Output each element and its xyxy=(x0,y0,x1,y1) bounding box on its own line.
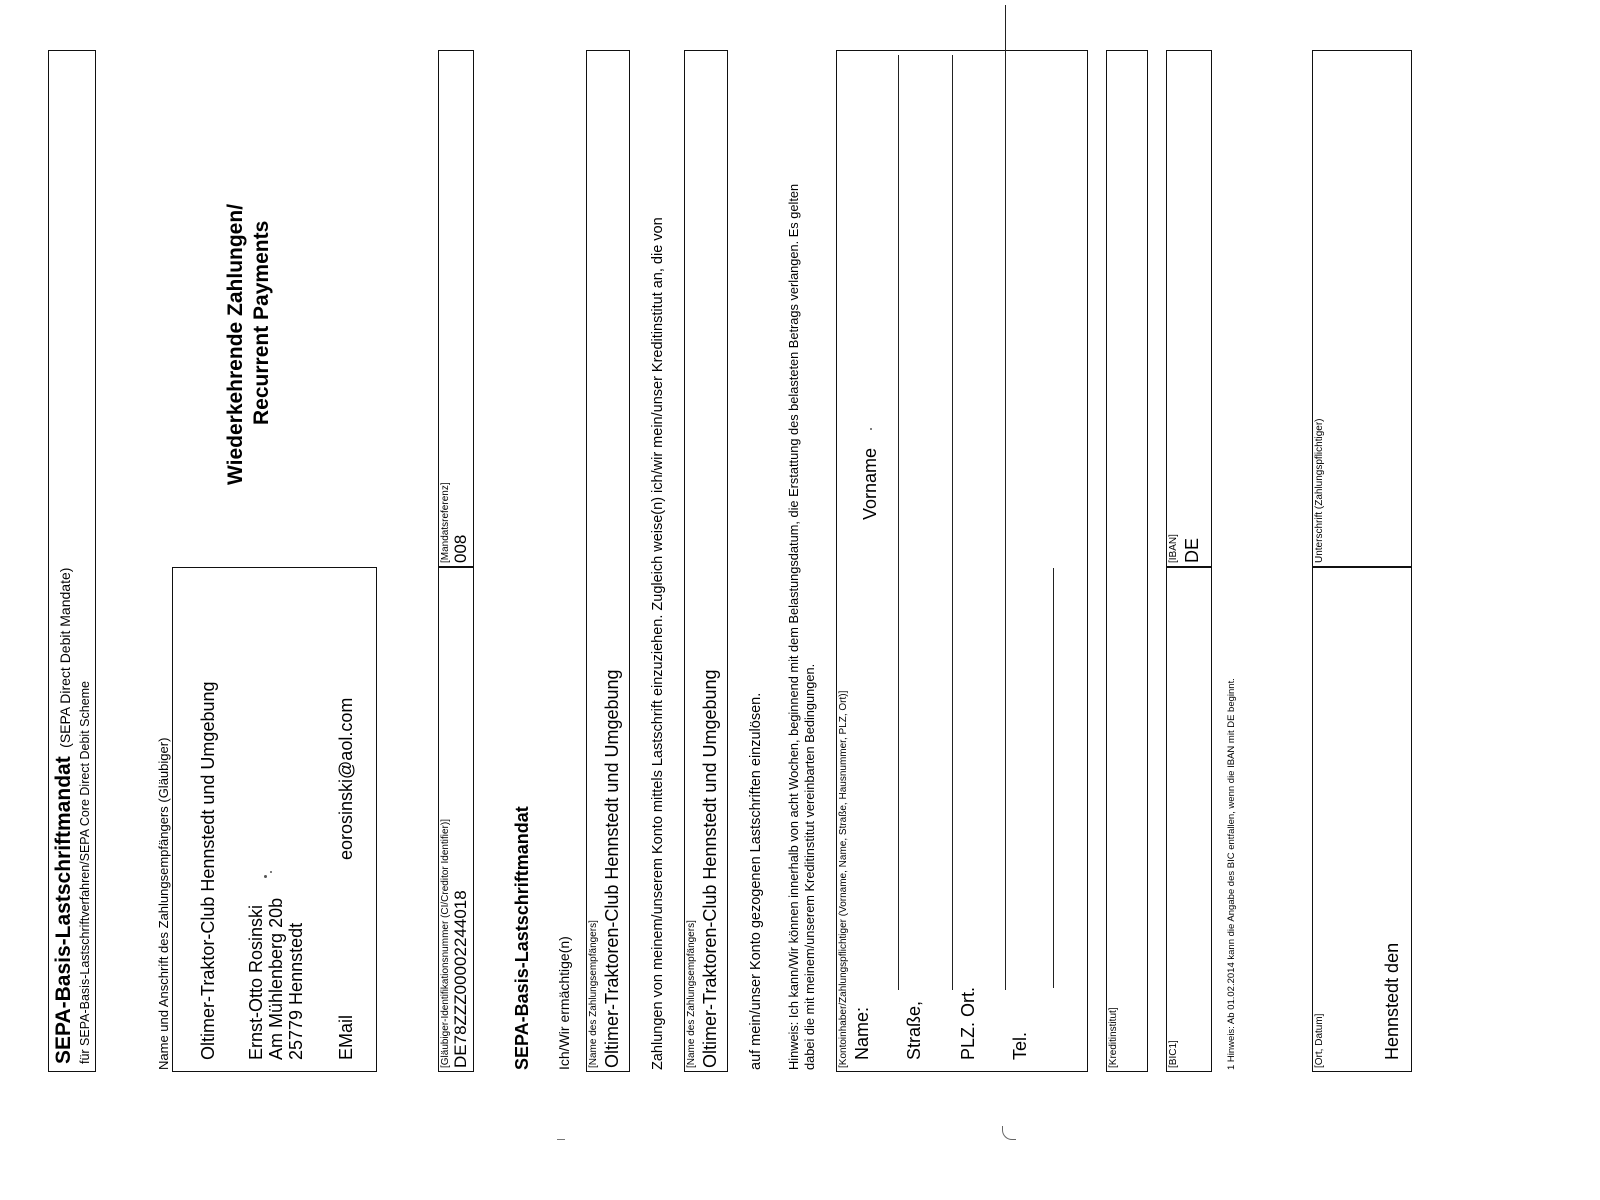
debtor-zip-city-line xyxy=(1005,5,1006,990)
mandate-authorization: Ich/Wir ermächtige(n) xyxy=(556,936,572,1070)
debtor-first-name-label: Vorname xyxy=(860,447,880,520)
debtor-name-line xyxy=(898,55,899,990)
creditor-street: Am Mühlenberg 20b xyxy=(266,897,286,1060)
scan-mark xyxy=(557,1139,565,1140)
debtor-phone-line xyxy=(1053,568,1054,988)
mandate-redeem-text: auf mein/unser Konto gezogenen Lastschriften einzulösen. xyxy=(748,692,764,1070)
form-title: SEPA-Basis-Lastschriftmandat xyxy=(52,756,75,1064)
debtor-label: [Kontoinhaber/Zahlungspflichtiger (Vorname, Name, Straße, Hausnummer, PLZ, Ort)] xyxy=(838,690,849,1068)
creditor-contact-name: Ernst-Otto Rosinski xyxy=(246,904,266,1060)
place-date-label: [Ort, Datum] xyxy=(1314,1013,1325,1068)
payee-label-2: [Name des Zahlungsempfängers] xyxy=(686,920,697,1068)
mandate-collect-text: Zahlungen von meinem/unserem Konto mittels Lastschrift einzuziehen. Zugleich weise(n) ich/wir mein/unser Kreditinstitut an, die von xyxy=(650,217,666,1070)
mandate-notice-line-1: Hinweis: Ich kann/Wir können innerhalb von acht Wochen, beginnend mit dem Belastungsdatum, die Erstattung des belasteten Betrags verlangen. Es gelten xyxy=(786,183,801,1070)
mandate-reference-label: [Mandatsreferenz] xyxy=(440,482,451,563)
iban-label: [IBAN] xyxy=(1168,534,1179,563)
payee-name-2: Oltimer-Traktoren-Club Hennstedt und Umgebung xyxy=(700,669,720,1068)
mandate-notice-line-2: dabei die mit meinem/unserem Kreditinstitut vereinbarten Bedingungen. xyxy=(802,663,817,1070)
creditor-email-label: EMail xyxy=(336,1014,356,1060)
payee-label-1: [Name des Zahlungsempfängers] xyxy=(588,920,599,1068)
bic-label: [BIC1] xyxy=(1168,1040,1179,1068)
form-title-line xyxy=(52,568,77,1064)
mandate-heading: SEPA-Basis-Lastschriftmandat xyxy=(512,806,532,1070)
iban-box xyxy=(1166,50,1212,567)
debtor-zip-city-label: PLZ. Ort. xyxy=(958,986,978,1060)
creditor-email: eorosinski@aol.com xyxy=(336,697,356,860)
debtor-box xyxy=(836,50,1088,1072)
place-date-value: Hennstedt den xyxy=(1382,942,1402,1060)
creditor-section-label: Name und Anschrift des Zahlungsempfängers (Gläubiger) xyxy=(156,737,171,1070)
payment-type-line-2: Recurrent Payments xyxy=(250,220,273,425)
creditor-id-value: DE78ZZZ00002244018 xyxy=(451,890,470,1068)
signature-label: Unterschrift (Zahlungspflichtiger) xyxy=(1314,418,1325,563)
debtor-street-label: Straße, xyxy=(904,1000,924,1060)
debtor-phone-label: Tel. xyxy=(1010,1031,1030,1060)
footnote: 1 Hinweis: Ab 01.02.2014 kann die Angabe des BIC entfallen, wenn die IBAN mit DE beginnt. xyxy=(1226,678,1237,1070)
scan-speck xyxy=(264,875,267,878)
payment-type-line-1: Wiederkehrende Zahlungen/ xyxy=(224,203,247,485)
debtor-street-line xyxy=(952,55,953,990)
creditor-club-name: Oltimer-Traktor-Club Hennstedt und Umgebung xyxy=(198,681,218,1060)
payee-name-1: Oltimer-Traktoren-Club Hennstedt und Umgebung xyxy=(602,669,622,1068)
scan-mark xyxy=(1002,1126,1016,1140)
bic-box xyxy=(1166,567,1212,1072)
scan-speck xyxy=(870,428,872,430)
creditor-city: 25779 Hennstedt xyxy=(286,922,306,1060)
creditor-id-label: [Gläubiger-Identifikationsnummer (CI/Creditor Identifier)] xyxy=(440,819,451,1068)
form-title-suffix: (SEPA Direct Debit Mandate) xyxy=(57,567,73,748)
signature-box xyxy=(1312,50,1412,567)
iban-value: DE xyxy=(1182,537,1202,563)
scan-speck xyxy=(270,871,272,873)
form-subtitle: für SEPA-Basis-Lastschriftverfahren/SEPA Core Direct Debit Scheme xyxy=(78,680,92,1064)
bank-label: [Kreditinstitut] xyxy=(1108,1007,1119,1068)
bank-box xyxy=(1106,50,1148,1072)
debtor-name-label: Name: xyxy=(852,1006,872,1060)
mandate-reference-value: 008 xyxy=(451,534,470,563)
